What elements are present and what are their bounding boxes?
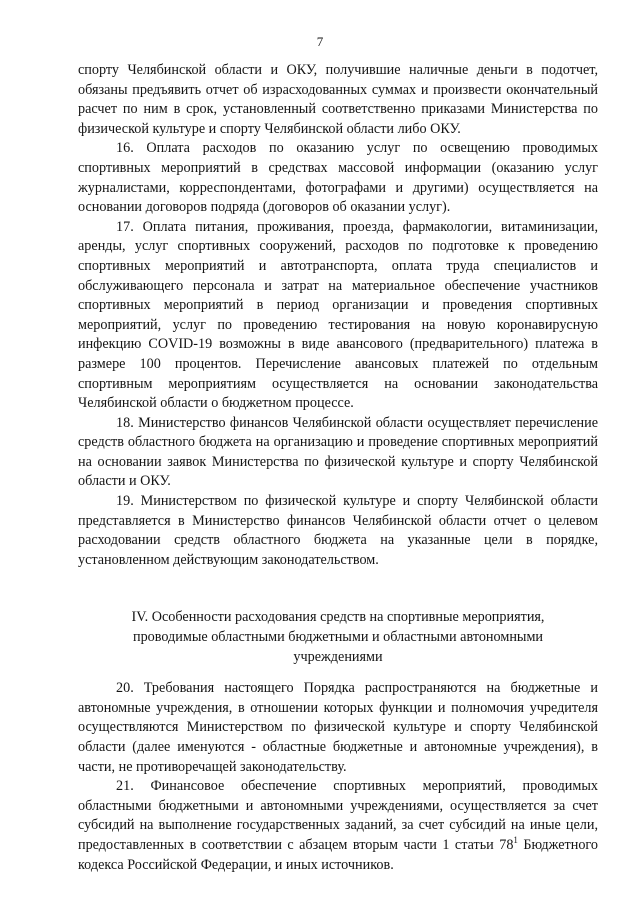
paragraph-21-text: 21. Финансовое обеспечение спортивных мероприятий, проводимых областными бюджетными и автономными учреждениями, осуществляется за счет субсидий на выполнение государственных заданий, за счет субсидий на иные цели, предоставленных в соответствии с абзацем вторым части 1 статьи 78	[78, 778, 598, 853]
document-body	[78, 61, 598, 875]
paragraph-21	[78, 777, 598, 875]
paragraph-21-superscript: 1	[513, 834, 518, 845]
paragraph-17: 17. Оплата питания, проживания, проезда, фармакологии, витаминизации, аренды, услуг спортивных сооружений, расходов по подготовке к проведению спортивных мероприятий и автотранспорта, оплата труда специалистов и обслуживающего персонала и затрат на материальное обеспечение участников спортивных мероприятий в период организации и проведения спортивных мероприятий, услуг по проведению тестирования на новую коронавирусную инфекцию COVID-19 возможны в виде авансового (предварительного) платежа в размере 100 процентов. Перечисление авансовых платежей по отдельным спортивным мероприятиям осуществляется на основании законодательства Челябинской области о бюджетном процессе.	[78, 218, 598, 412]
paragraph-21-text-end: Бюджетного кодекса Российской Федерации, и иных источников.	[78, 836, 598, 873]
section-heading: IV. Особенности расходования средств на спортивные мероприятия, проводимые областными бюджетными и областными автономными учреждениями	[131, 609, 545, 665]
paragraph-19: 19. Министерством по физической культуре и спорту Челябинской области представляется в Министерство финансов Челябинской области отчет о целевом расходовании средств областного бюджета на указанные цели в порядке, установленном действующим законодательством.	[78, 493, 598, 568]
paragraph-15-continuation: спорту Челябинской области и ОКУ, получившие наличные деньги в подотчет, обязаны предъявить отчет об израсходованных суммах и произвести окончательный расчет по ним в срок, установленный соответственно приказами Министерства по физической культуре и спорту Челябинской области либо ОКУ.	[78, 62, 598, 137]
paragraph-18: 18. Министерство финансов Челябинской области осуществляет перечисление средств областного бюджета на организацию и проведение спортивных мероприятий на основании заявок Министерства по физической культуре и спорту Челябинской области и ОКУ.	[78, 414, 598, 490]
paragraph-20: 20. Требования настоящего Порядка распространяются на бюджетные и автономные учреждения, в отношении которых функции и полномочия учредителя осуществляются Министерством по физической культуре и спорту Челябинской области (далее именуются - областные бюджетные и автономные учреждения), в части, не противоречащей законодательству.	[78, 680, 598, 775]
paragraph-16: 16. Оплата расходов по оказанию услуг по освещению проводимых спортивных мероприятий в средствах массовой информации (оказанию услуг журналистами, корреспондентами, фотографами и другими) осуществляется на основании договоров подряда (договоров об оказании услуг).	[78, 140, 598, 216]
page-number: 7	[316, 34, 324, 49]
